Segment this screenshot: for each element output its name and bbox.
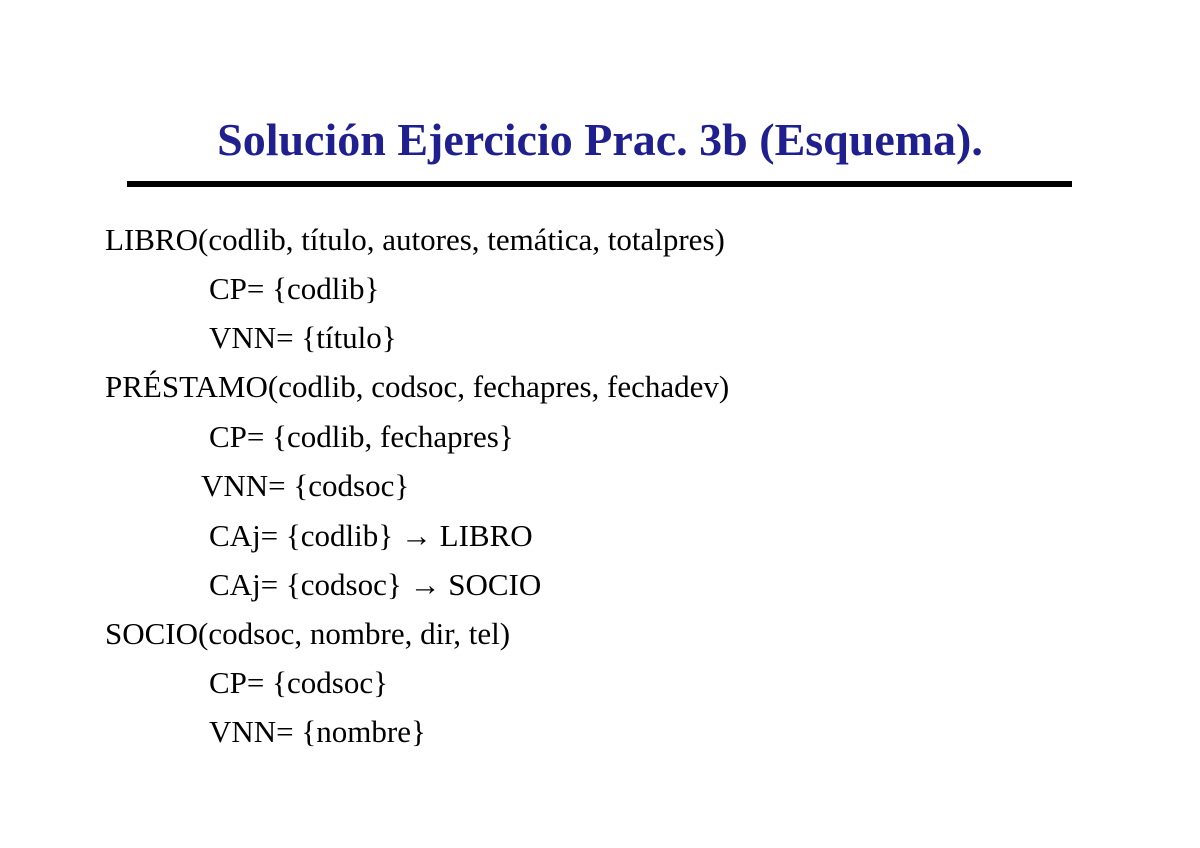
prestamo-foreign-key-socio: CAj= {codsoc} → SOCIO — [209, 567, 542, 602]
relation-libro: LIBRO(codlib, título, autores, temática, totalpres) — [105, 222, 725, 257]
libro-primary-key: CP= {codlib} — [209, 271, 380, 306]
prestamo-not-null: VNN= {codsoc} — [201, 468, 410, 503]
title-divider — [127, 181, 1072, 187]
prestamo-foreign-key-libro: CAj= {codlib} → LIBRO — [209, 518, 533, 553]
relation-prestamo: PRÉSTAMO(codlib, codsoc, fechapres, fechadev) — [105, 369, 730, 404]
slide-title: Solución Ejercicio Prac. 3b (Esquema). — [217, 114, 983, 165]
prestamo-primary-key: CP= {codlib, fechapres} — [209, 419, 514, 454]
libro-not-null: VNN= {título} — [209, 320, 397, 355]
socio-primary-key: CP= {codsoc} — [209, 665, 388, 700]
relation-socio: SOCIO(codsoc, nombre, dir, tel) — [105, 616, 511, 651]
socio-not-null: VNN= {nombre} — [209, 714, 426, 749]
